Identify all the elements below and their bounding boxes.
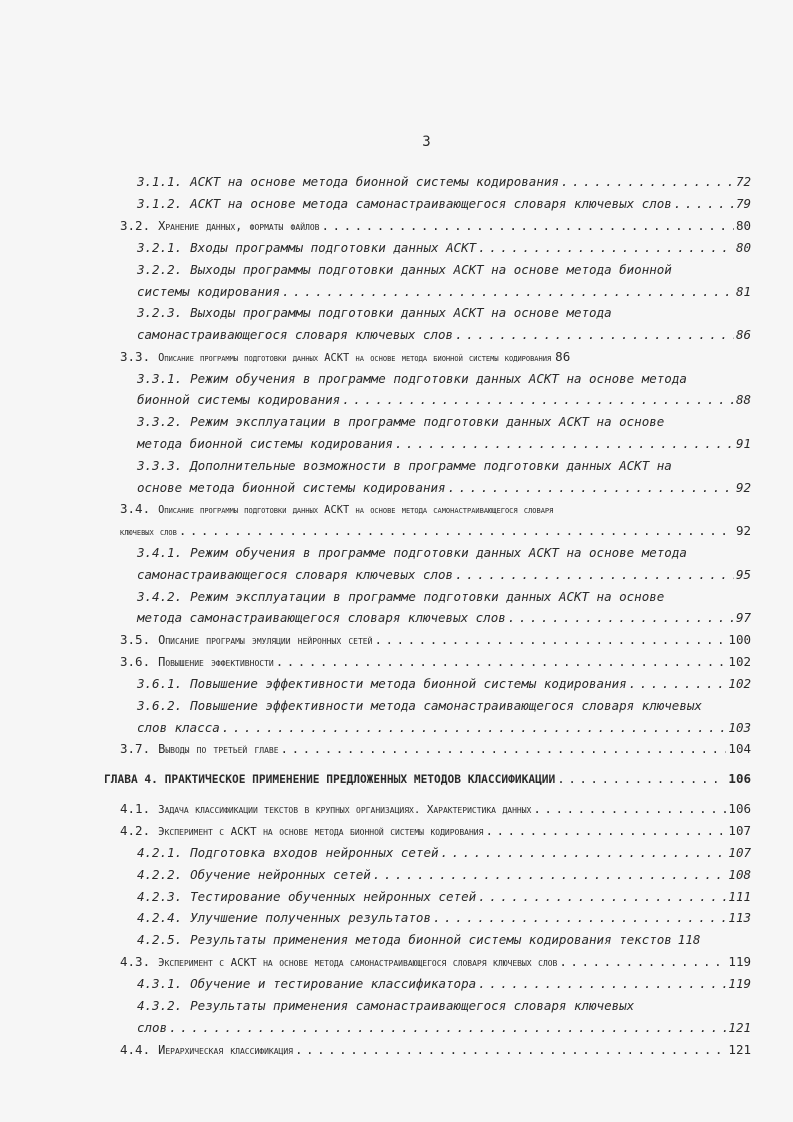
toc-number: 4.2.2. — [137, 867, 183, 882]
toc-title: Задача классификации текстов в крупных организациях. Характеристика данных — [158, 803, 532, 816]
toc-entry[interactable] — [137, 369, 751, 389]
toc-entry[interactable] — [120, 821, 751, 841]
toc-title: Эксперимент с АСКТ на основе метода бионной системы кодирования — [158, 825, 484, 838]
toc-title: Режим обучения в программе подготовки данных АСКТ на основе метода — [190, 371, 687, 386]
toc-page: 95 — [735, 567, 751, 582]
toc-entry-cont — [137, 434, 751, 454]
leader-dots — [455, 325, 734, 345]
leader-dots — [561, 172, 734, 192]
leader-dots — [478, 238, 734, 258]
leader-dots — [674, 194, 734, 214]
toc-page: 92 — [735, 480, 751, 495]
leader-dots — [508, 608, 734, 628]
toc-page: 80 — [735, 240, 751, 255]
toc-title: Выводы по третьей главе — [158, 742, 279, 756]
toc-page: 108 — [728, 867, 751, 882]
toc-page: 106 — [728, 801, 751, 816]
leader-dots — [629, 674, 727, 694]
toc-entry[interactable] — [137, 674, 751, 694]
toc-title: Эксперимент с АСКТ на основе метода самонастраивающегося словаря ключевых слов — [158, 956, 558, 969]
toc-entry-cont — [137, 565, 751, 585]
toc-number: 4.2. — [120, 823, 151, 838]
toc-entry-cont — [137, 718, 751, 738]
toc-title-cont: ключевых слов — [120, 526, 177, 538]
leader-dots — [179, 521, 734, 541]
toc-entry[interactable] — [120, 630, 751, 650]
toc-number: 3.2.1. — [137, 240, 183, 255]
toc-entry-cont — [137, 1018, 751, 1038]
leader-dots — [373, 865, 727, 885]
toc-page: 104 — [728, 741, 751, 756]
toc-number: 3.4. — [120, 501, 151, 516]
toc-page: 100 — [728, 632, 751, 647]
toc-entry[interactable] — [137, 996, 751, 1016]
toc-title: Режим эксплуатации в программе подготовки данных АСКТ на основе — [190, 589, 665, 604]
toc-entry[interactable] — [137, 172, 751, 192]
toc-entry-cont — [137, 478, 751, 498]
toc-title: Входы программы подготовки данных АСКТ — [190, 240, 477, 255]
leader-dots — [557, 769, 726, 789]
toc-title: Режим эксплуатации в программе подготовки данных АСКТ на основе — [190, 414, 665, 429]
toc-number: 3.3.1. — [137, 371, 183, 386]
leader-dots — [295, 1040, 726, 1060]
toc-title: Тестирование обученных нейронных сетей — [190, 889, 477, 904]
toc-title: Подготовка входов нейронных сетей — [190, 845, 439, 860]
toc-page: 91 — [735, 436, 751, 451]
toc-number: 3.1.2. — [137, 196, 183, 211]
toc-title: Описание программы подготовки данных АСКТ на основе метода самонастраивающегося словаря — [158, 504, 554, 516]
leader-dots — [395, 434, 734, 454]
toc-entry[interactable] — [120, 652, 751, 672]
toc-title: Повышение эффективности — [158, 655, 274, 669]
toc-page: 88 — [735, 392, 751, 407]
toc-entry[interactable] — [137, 696, 751, 716]
toc-entry[interactable] — [137, 843, 751, 863]
toc-title: Обучение и тестирование классификатора — [190, 976, 477, 991]
page-number: 3 — [422, 134, 431, 150]
toc-page: 80 — [735, 218, 751, 233]
toc-title: Повышение эффективности метода самонастраивающегося словаря ключевых — [190, 698, 702, 713]
leader-dots — [222, 718, 727, 738]
toc-number: 4.2.3. — [137, 889, 183, 904]
toc-title: Дополнительные возможности в программе подготовки данных АСКТ на — [190, 458, 672, 473]
leader-dots — [433, 908, 726, 928]
toc-page: 92 — [735, 523, 751, 538]
toc-title: Описание програмы эмуляции нейронных сетей — [158, 633, 373, 647]
toc-number: 4.4. — [120, 1042, 151, 1057]
toc-number: 3.5. — [120, 632, 151, 647]
toc-number: 4.2.5. — [137, 932, 183, 947]
toc-page: 119 — [728, 954, 751, 969]
leader-dots — [282, 282, 734, 302]
toc-number: 3.4.1. — [137, 545, 183, 560]
toc-page: 107 — [728, 845, 751, 860]
toc-page: 103 — [728, 720, 751, 735]
toc-page: 97 — [735, 610, 751, 625]
leader-dots — [455, 565, 734, 585]
toc-entry[interactable] — [137, 260, 751, 280]
toc-title: Иерархическая классификация — [158, 1043, 293, 1057]
toc-title: Повышение эффективности метода бионной системы кодирования — [190, 676, 627, 691]
toc-entry[interactable] — [120, 739, 751, 759]
toc-entry[interactable] — [120, 952, 751, 972]
leader-dots — [448, 478, 734, 498]
toc-title: ГЛАВА 4. ПРАКТИЧЕСКОЕ ПРИМЕНЕНИЕ ПРЕДЛОЖЕННЫХ МЕТОДОВ КЛАССИФИКАЦИИ — [104, 773, 556, 786]
toc-entry[interactable] — [137, 930, 751, 950]
toc-page: 113 — [728, 910, 751, 925]
toc-page: 119 — [728, 976, 751, 991]
toc-entry[interactable] — [137, 543, 751, 563]
toc-entry[interactable] — [137, 303, 751, 323]
toc-number: 3.6.1. — [137, 676, 183, 691]
toc-number: 4.3.2. — [137, 998, 183, 1013]
toc-number: 3.4.2. — [137, 589, 183, 604]
toc-entry[interactable] — [137, 587, 751, 607]
toc-number: 3.2.3. — [137, 305, 183, 320]
leader-dots — [276, 652, 727, 672]
toc-title-cont: системы кодирования — [137, 284, 280, 299]
toc-number: 3.3.2. — [137, 414, 183, 429]
toc-page: 81 — [735, 284, 751, 299]
toc-page: 121 — [728, 1042, 751, 1057]
toc-page: 79 — [735, 196, 751, 211]
toc-chapter-entry[interactable] — [104, 769, 751, 789]
toc-title: Результаты применения метода бионной системы кодирования текстов — [190, 932, 672, 947]
toc-page: 106 — [728, 771, 751, 786]
leader-dots — [374, 630, 726, 650]
toc-entry[interactable] — [120, 799, 751, 819]
toc-entry[interactable] — [137, 865, 751, 885]
toc-entry[interactable] — [120, 347, 751, 367]
toc-entry[interactable] — [120, 1040, 751, 1060]
leader-dots — [321, 216, 733, 236]
toc-page: 102 — [728, 654, 751, 669]
toc-page: 118 — [677, 932, 701, 947]
leader-dots — [533, 799, 726, 819]
toc-title: Выходы программы подготовки данных АСКТ на основе метода — [190, 305, 612, 320]
toc-entry-cont — [137, 325, 751, 345]
toc-title-cont: метода самонастраивающегося словаря ключевых слов — [137, 610, 506, 625]
toc-page: 111 — [728, 889, 751, 904]
leader-dots — [559, 952, 726, 972]
toc-entry[interactable] — [120, 216, 751, 236]
toc-entry[interactable] — [137, 908, 751, 928]
toc-number: 3.2. — [120, 218, 151, 233]
toc-title: Режим обучения в программе подготовки данных АСКТ на основе метода — [190, 545, 687, 560]
toc-entry[interactable] — [137, 456, 751, 476]
leader-dots — [169, 1018, 726, 1038]
toc-title: АСКТ на основе метода самонастраивающегося словаря ключевых слов — [190, 196, 672, 211]
toc-entry[interactable] — [120, 499, 751, 519]
toc-title-cont: основе метода бионной системы кодирования — [137, 480, 446, 495]
leader-dots — [485, 821, 726, 841]
toc-number: 3.2.2. — [137, 262, 183, 277]
toc-number: 4.2.4. — [137, 910, 183, 925]
toc-page: 102 — [728, 676, 751, 691]
toc-title-cont: бионной системы кодирования — [137, 392, 341, 407]
leader-dots — [342, 390, 734, 410]
toc-title-cont: слов класса — [137, 720, 220, 735]
toc-entry-cont — [137, 608, 751, 628]
toc-page: 107 — [728, 823, 751, 838]
toc-number: 3.3.3. — [137, 458, 183, 473]
toc-title: Результаты применения самонастраивающегося словаря ключевых — [190, 998, 635, 1013]
toc-number: 3.1.1. — [137, 174, 183, 189]
toc-number: 3.6. — [120, 654, 151, 669]
toc-title-cont: метода бионной системы кодирования — [137, 436, 393, 451]
toc-entry[interactable] — [137, 974, 751, 994]
toc-number: 4.2.1. — [137, 845, 183, 860]
toc-page: 86 — [555, 349, 571, 364]
leader-dots — [441, 843, 727, 863]
toc-entry[interactable] — [137, 194, 751, 214]
toc-number: 4.1. — [120, 801, 151, 816]
toc-page: 121 — [728, 1020, 751, 1035]
toc-entry[interactable] — [137, 887, 751, 907]
toc-title-cont: слов — [137, 1020, 168, 1035]
leader-dots — [281, 739, 727, 759]
toc-title-cont: самонастраивающегося словаря ключевых слов — [137, 567, 454, 582]
toc-title: АСКТ на основе метода бионной системы кодирования — [190, 174, 559, 189]
toc-number: 3.7. — [120, 741, 151, 756]
toc-number: 4.3.1. — [137, 976, 183, 991]
toc-page: 72 — [735, 174, 751, 189]
toc-title-cont: самонастраивающегося словаря ключевых слов — [137, 327, 454, 342]
toc-title: Выходы программы подготовки данных АСКТ на основе метода бионной — [190, 262, 672, 277]
toc-title: Улучшение полученных результатов — [190, 910, 431, 925]
toc-entry-cont — [137, 282, 751, 302]
toc-number: 3.3. — [120, 349, 151, 364]
toc-entry[interactable] — [137, 412, 751, 432]
toc-title: Обучение нейронных сетей — [190, 867, 371, 882]
toc-number: 3.6.2. — [137, 698, 183, 713]
toc-entry-cont — [120, 521, 751, 541]
toc-number: 4.3. — [120, 954, 151, 969]
toc-title: Описание программы подготовки данных АСКТ на основе метода бионной системы кодирования — [158, 352, 552, 364]
toc-page: 86 — [735, 327, 751, 342]
toc-title: Хранение данных, форматы файлов — [158, 219, 320, 233]
leader-dots — [478, 974, 726, 994]
leader-dots — [478, 887, 726, 907]
toc-entry-cont — [137, 390, 751, 410]
toc-entry[interactable] — [137, 238, 751, 258]
